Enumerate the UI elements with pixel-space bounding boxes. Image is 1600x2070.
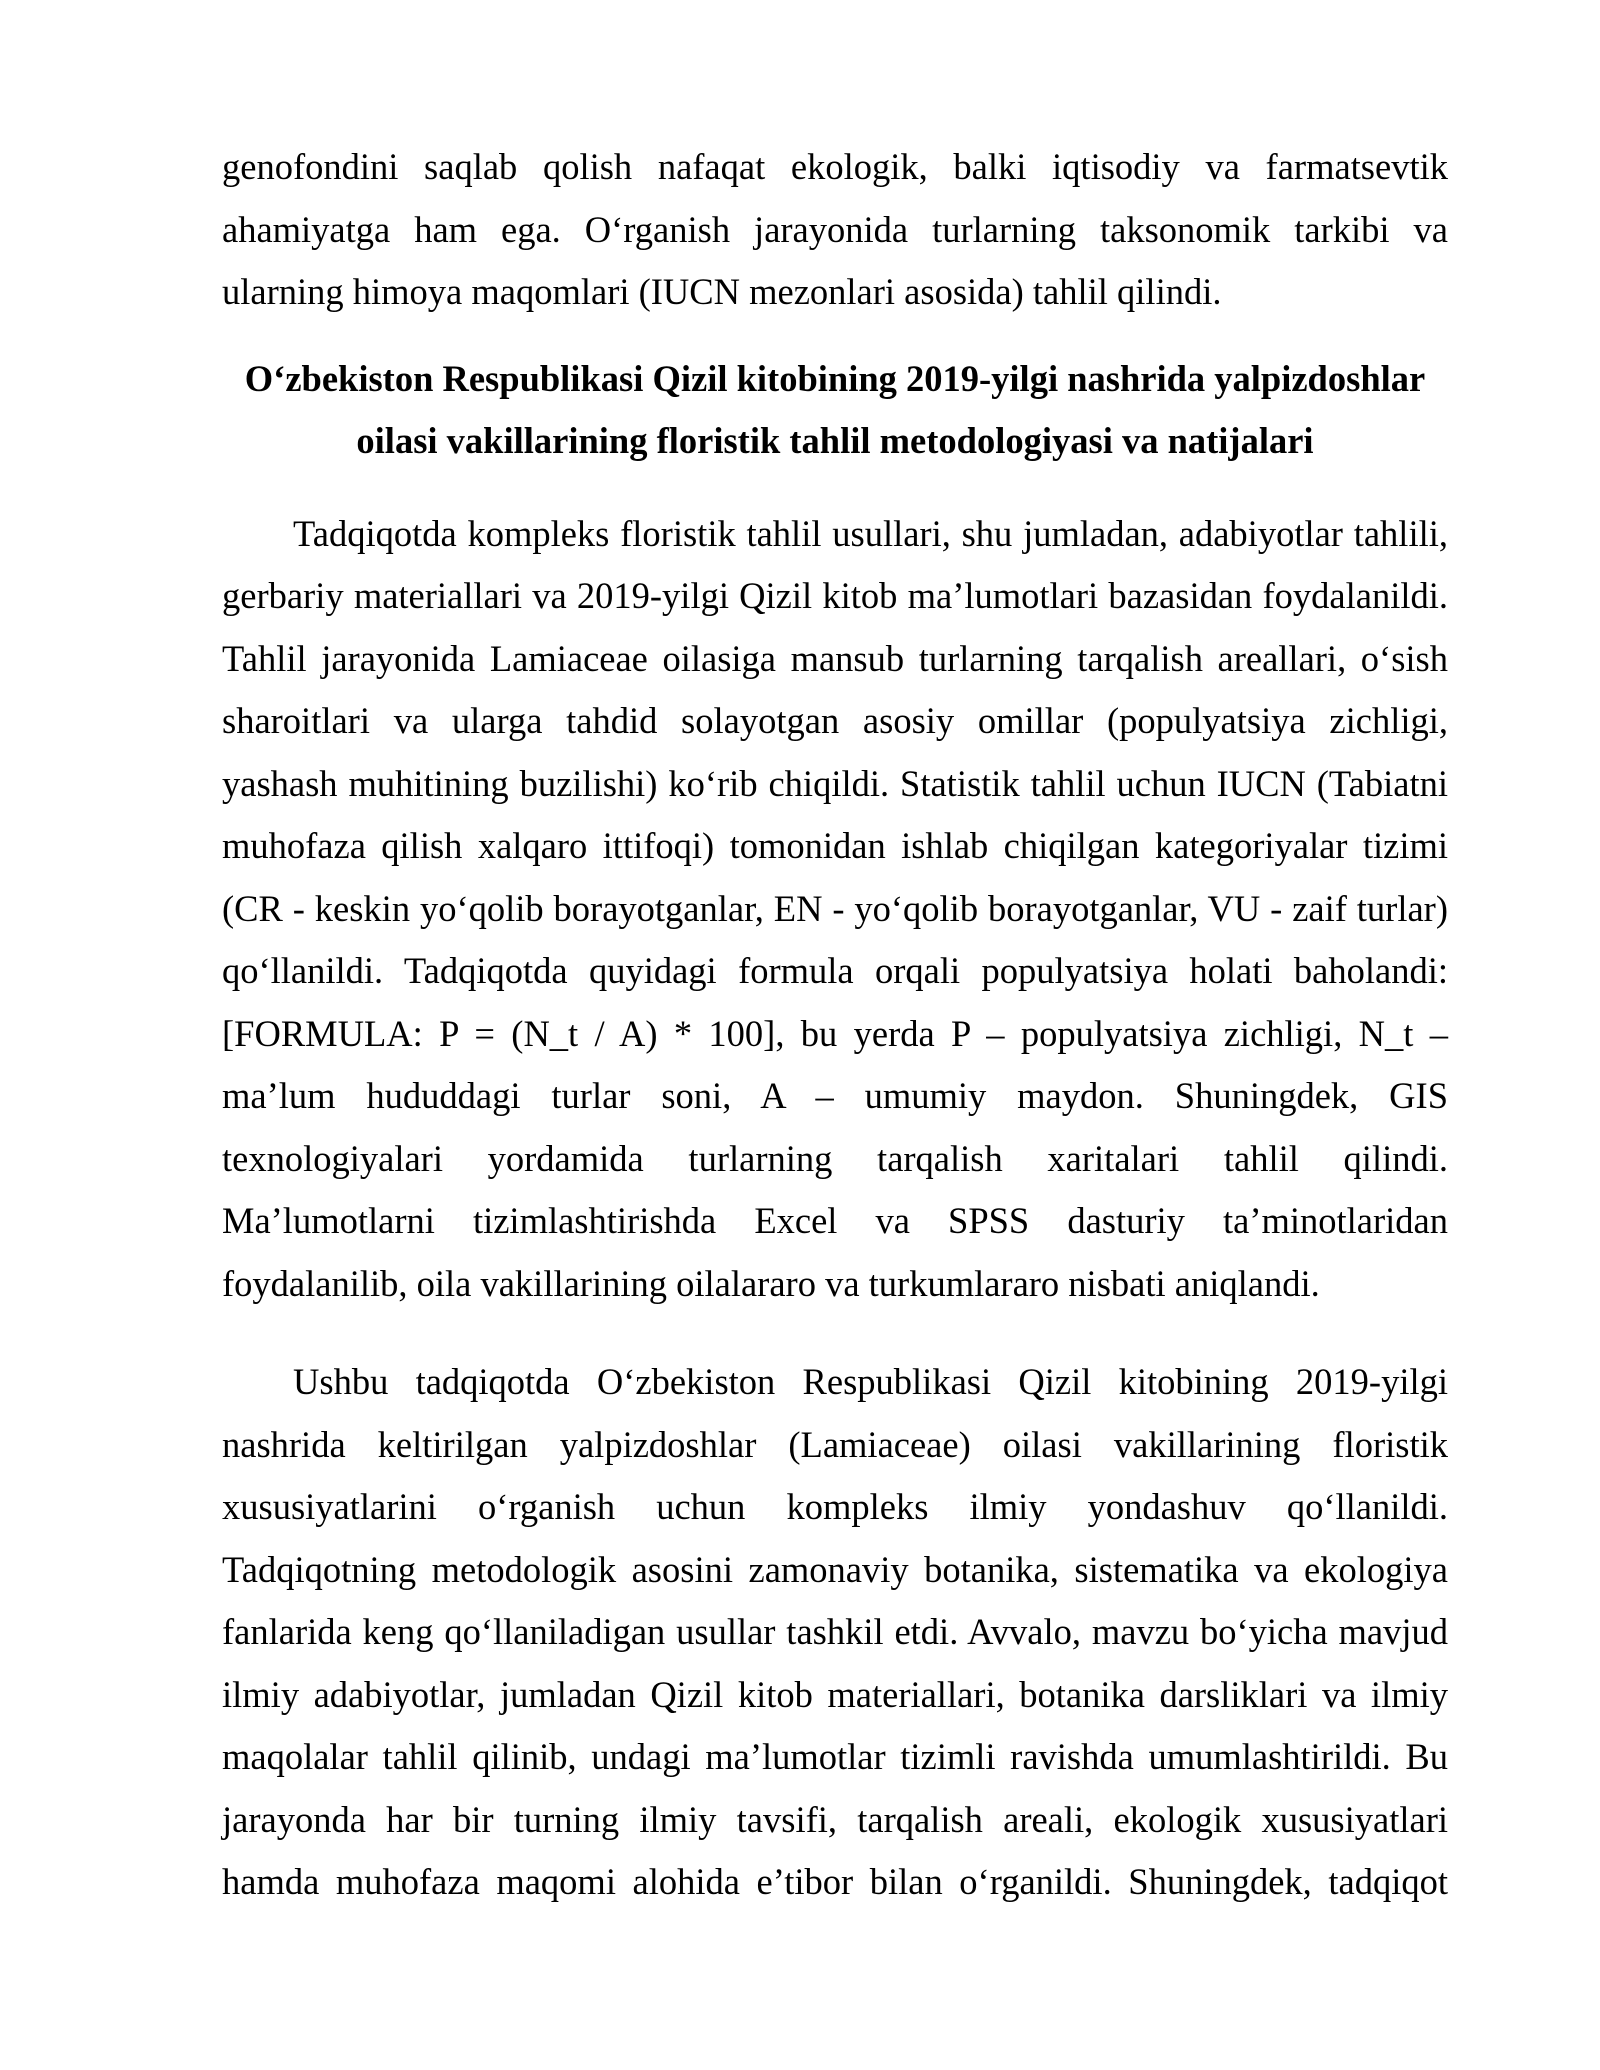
text-line: Ushbu tadqiqotda O‘zbekiston Respublikasi Qizil kitobining 2019-yilgi	[293, 1361, 1448, 1402]
text-line: foydalanilib, oila vakillarining oilalararo va turkumlararo nisbati aniqlandi.	[222, 1262, 1320, 1304]
text-line: ularning himoya maqomlari (IUCN mezonlari asosida) tahlil qilindi.	[222, 271, 1222, 312]
paragraph	[222, 136, 1448, 324]
text-line: yashash muhitining buzilishi) ko‘rib chiqildi. Statistik tahlil uchun IUCN (Tabiatni	[222, 762, 1448, 804]
document-body	[222, 136, 1448, 1914]
text-line: muhofaza qilish xalqaro ittifoqi) tomonidan ishlab chiqilgan kategoriyalar tizimi	[222, 825, 1448, 866]
paragraph	[222, 503, 1448, 1316]
heading-line: O‘zbekiston Respublikasi Qizil kitobining 2019-yilgi nashrida yalpizdoshlar	[244, 357, 1426, 399]
text-line: Tadqiqotda kompleks floristik tahlil usullari, shu jumladan, adabiyotlar tahlili,	[293, 512, 1448, 554]
text-line: [FORMULA: P = (N_t / A) * 100], bu yerda P – populyatsiya zichligi, N_t –	[222, 1012, 1448, 1054]
heading-line: oilasi vakillarining floristik tahlil metodologiyasi va natijalari	[356, 420, 1314, 461]
text-line: texnologiyalari yordamida turlarning tarqalish xaritalari tahlil qilindi.	[222, 1137, 1448, 1179]
text-line: sharoitlari va ularga tahdid solayotgan asosiy omillar (populyatsiya zichligi,	[222, 700, 1448, 741]
text-line: xususiyatlarini o‘rganish uchun kompleks ilmiy yondashuv qo‘llanildi.	[222, 1486, 1448, 1527]
text-line: ahamiyatga ham ega. O‘rganish jarayonida turlarning taksonomik tarkibi va	[222, 208, 1448, 250]
text-line: hamda muhofaza maqomi alohida e’tibor bilan o‘rganildi. Shuningdek, tadqiqot	[222, 1861, 1448, 1902]
section-heading	[222, 348, 1448, 473]
text-line: genofondini saqlab qolish nafaqat ekologik, balki iqtisodiy va farmatsevtik	[222, 146, 1448, 187]
text-line: Tahlil jarayonida Lamiaceae oilasiga mansub turlarning tarqalish areallari, o‘sish	[222, 637, 1448, 679]
text-line: nashrida keltirilgan yalpizdoshlar (Lamiaceae) oilasi vakillarining floristik	[222, 1423, 1448, 1465]
text-line: (CR - keskin yo‘qolib borayotganlar, EN - yo‘qolib borayotganlar, VU - zaif turlar)	[222, 887, 1448, 929]
text-line: jarayonda har bir turning ilmiy tavsifi, tarqalish areali, ekologik xususiyatlari	[222, 1798, 1448, 1840]
text-line: Tadqiqotning metodologik asosini zamonaviy botanika, sistematika va ekologiya	[222, 1548, 1448, 1590]
text-line: ilmiy adabiyotlar, jumladan Qizil kitob materiallari, botanika darsliklari va ilmiy	[222, 1673, 1448, 1715]
text-line: maqolalar tahlil qilinib, undagi ma’lumotlar tizimli ravishda umumlashtirildi. Bu	[222, 1736, 1448, 1777]
text-line: ma’lum hududdagi turlar soni, A – umumiy maydon. Shuningdek, GIS	[222, 1075, 1448, 1116]
text-line: gerbariy materiallari va 2019-yilgi Qizil kitob ma’lumotlari bazasidan foydalanildi.	[222, 575, 1448, 616]
text-line: qo‘llanildi. Tadqiqotda quyidagi formula orqali populyatsiya holati baholandi:	[222, 950, 1448, 991]
text-line: fanlarida keng qo‘llaniladigan usullar tashkil etdi. Avvalo, mavzu bo‘yicha mavjud	[222, 1611, 1448, 1652]
paragraph	[222, 1351, 1448, 1914]
text-line: Ma’lumotlarni tizimlashtirishda Excel va SPSS dasturiy ta’minotlaridan	[222, 1200, 1448, 1241]
